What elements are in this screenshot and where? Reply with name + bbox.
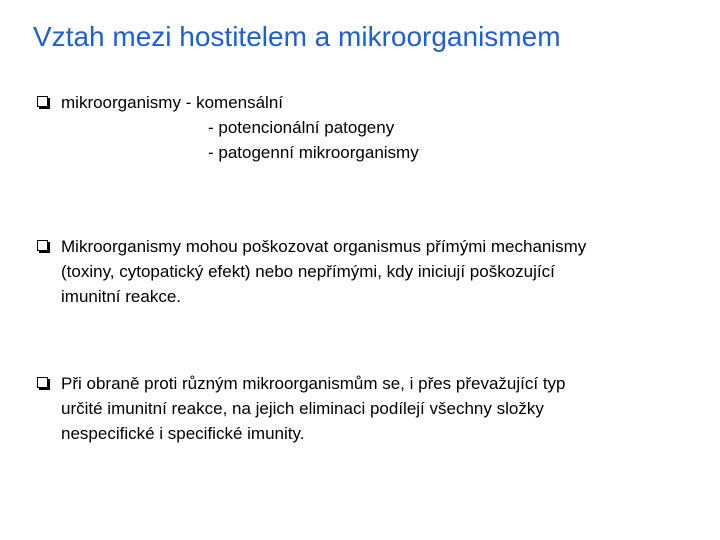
bullet-item-1 [37,90,697,165]
bullet-1-line-1: mikroorganismy - komensální [61,93,284,112]
checkbox-bullet-icon [37,240,48,251]
bullet-2-line-1: Mikroorganismy mohou poškozovat organismus přímými mechanismy [61,237,587,256]
bullet-2-line-2: (toxiny, cytopatický efekt) nebo nepřímými, kdy iniciují poškozující [61,262,555,281]
bullet-3-line-3: nespecifické i specifické imunity. [61,424,305,443]
bullet-item-3 [37,371,707,446]
bullet-item-2 [37,234,707,309]
checkbox-bullet-icon [37,96,48,107]
checkbox-bullet-icon [37,377,48,388]
bullet-1-line-2: - potencionální patogeny [208,118,395,137]
slide-title: Vztah mezi hostitelem a mikroorganismem [33,21,561,52]
bullet-1-line-3: - patogenní mikroorganismy [208,143,419,162]
bullet-3-line-2: určité imunitní reakce, na jejich eliminaci podílejí všechny složky [61,399,544,418]
bullet-2-line-3: imunitní reakce. [61,287,181,306]
bullet-3-line-1: Při obraně proti různým mikroorganismům se, i přes převažující typ [61,374,566,393]
